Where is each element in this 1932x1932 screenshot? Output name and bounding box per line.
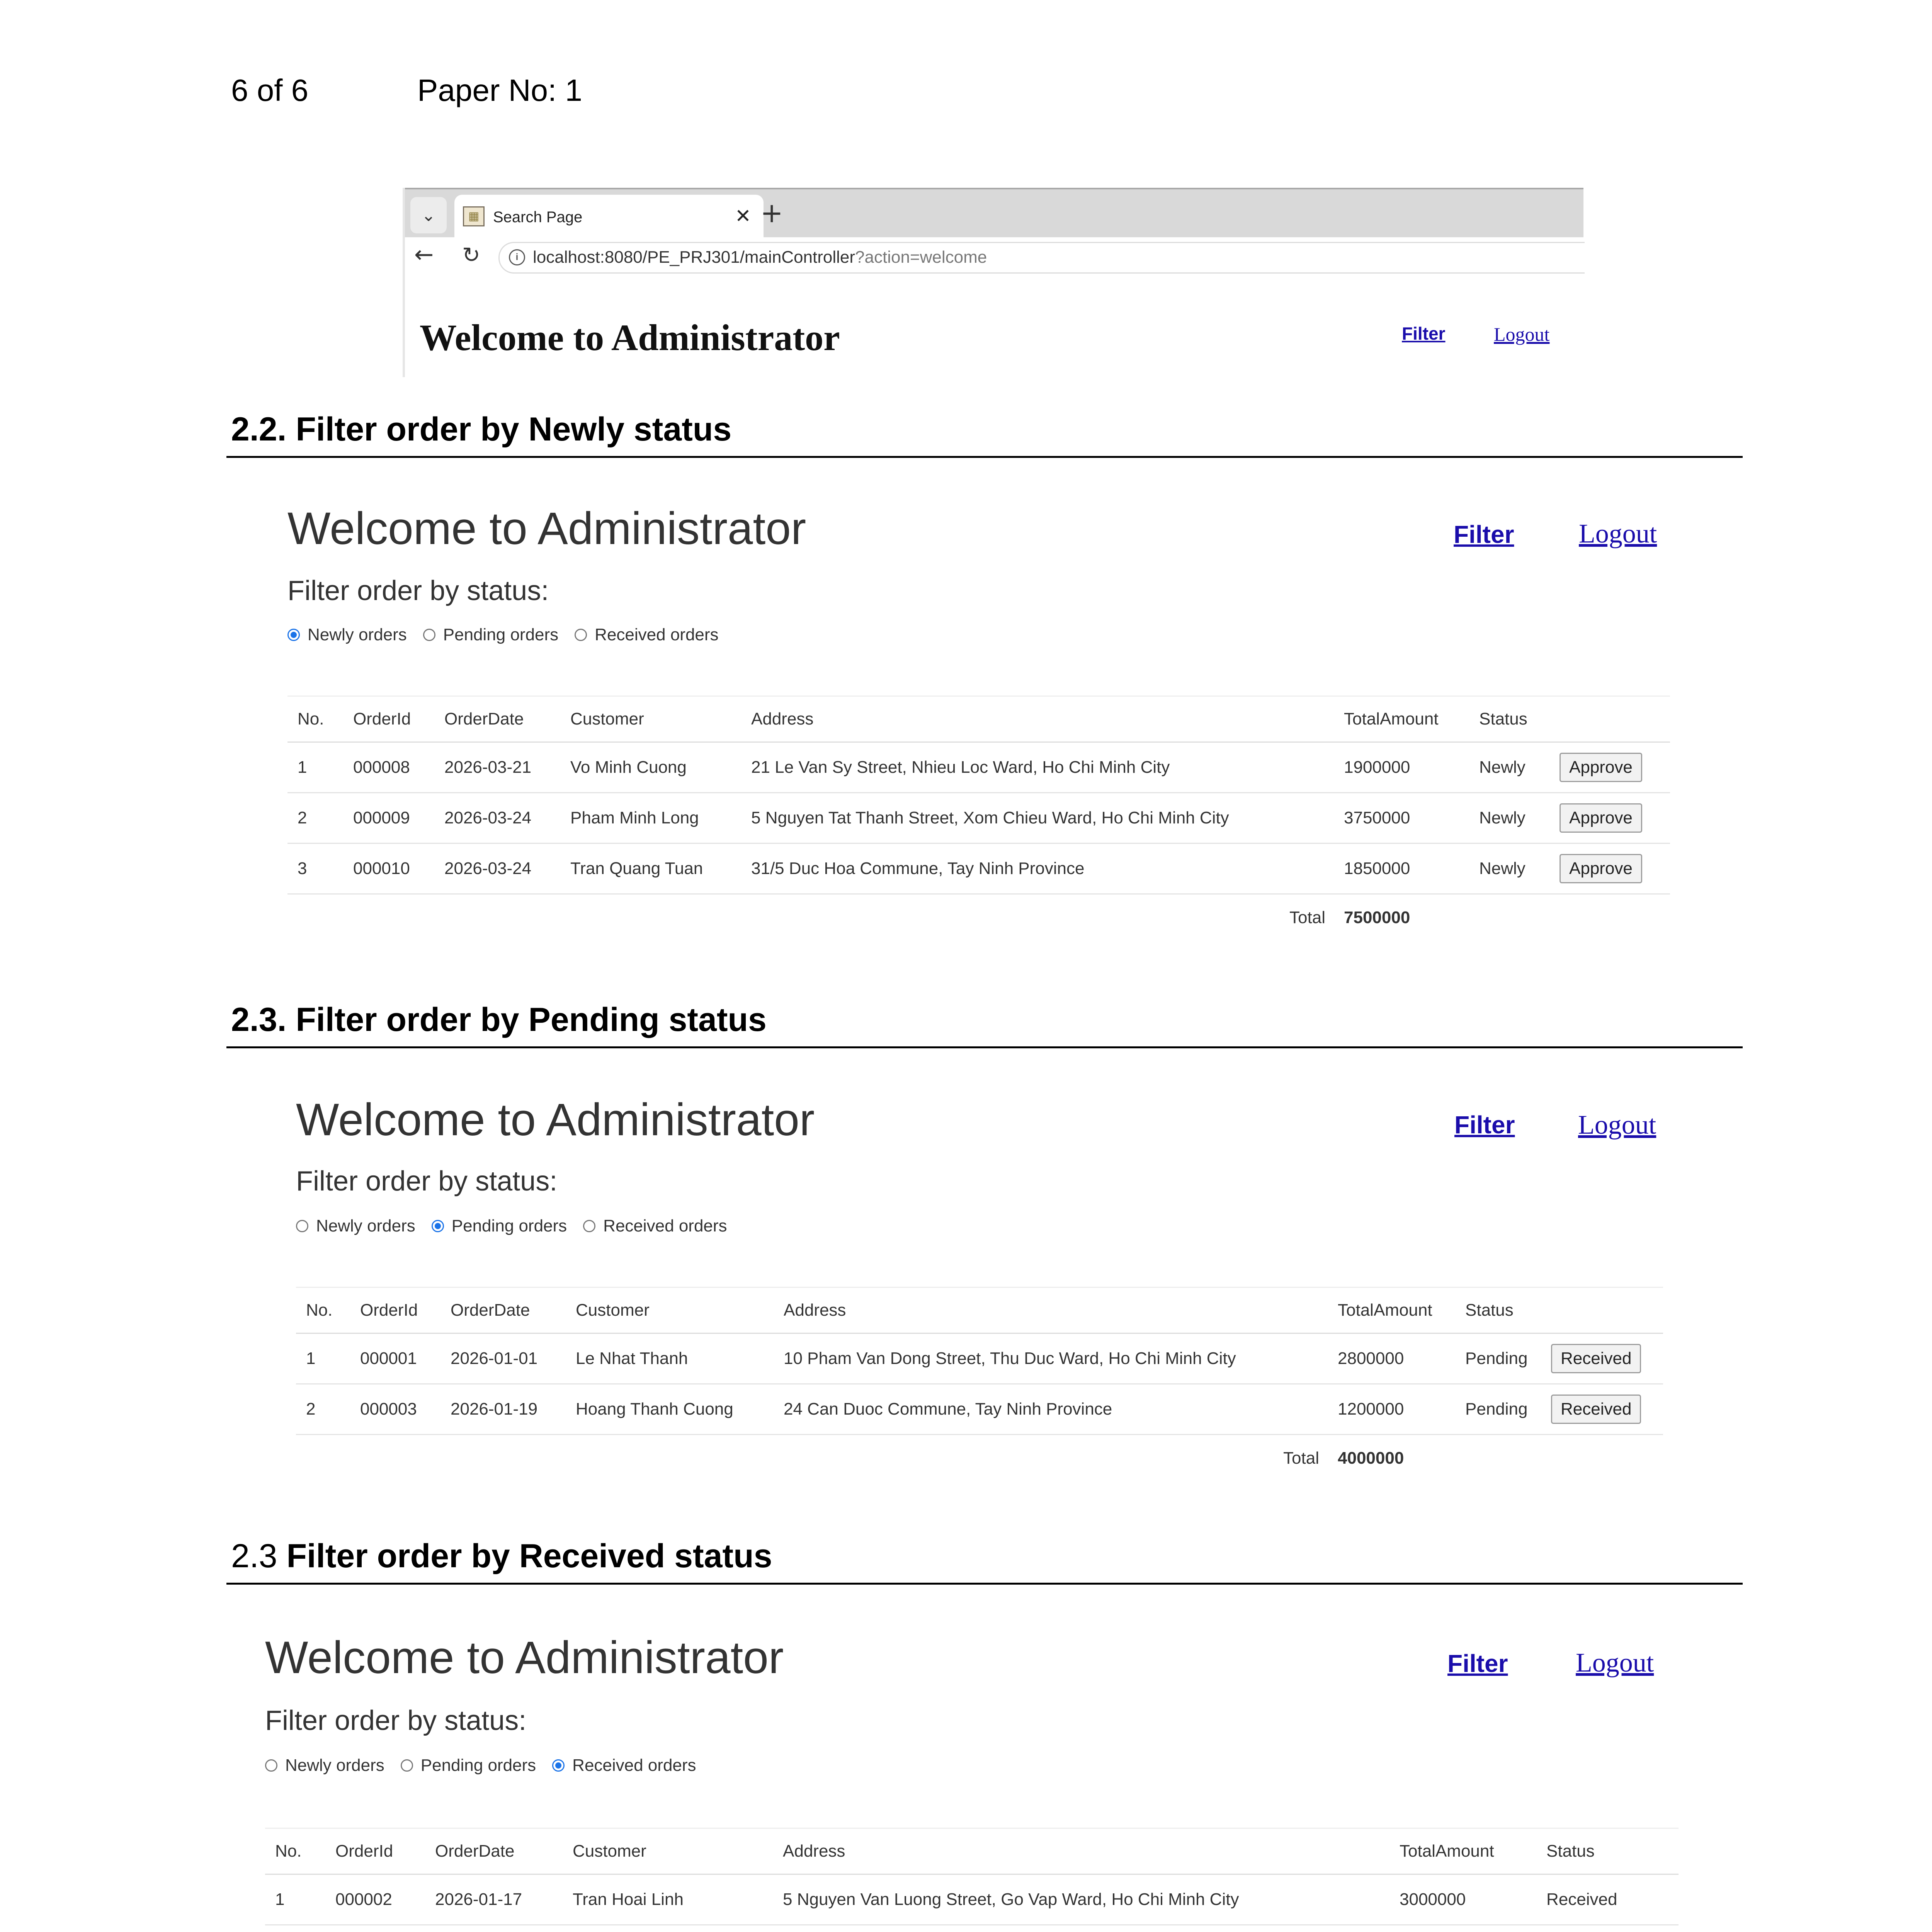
column-header: Status bbox=[1455, 1287, 1541, 1333]
approve-button[interactable]: Approve bbox=[1560, 753, 1642, 782]
received-button[interactable]: Received bbox=[1551, 1395, 1641, 1424]
radio-button-selected[interactable] bbox=[552, 1759, 565, 1772]
section-number: 2.3. bbox=[231, 1001, 287, 1038]
browser-logout-link[interactable]: Logout bbox=[1494, 323, 1550, 345]
column-header: OrderId bbox=[325, 1828, 425, 1874]
page-title: Welcome to Administrator bbox=[296, 1094, 815, 1145]
orders-table-newly bbox=[287, 696, 1670, 941]
table-row bbox=[265, 1874, 1679, 1925]
url-host: localhost:8080/PE_PRJ301/mainController bbox=[533, 248, 855, 267]
radio-button[interactable] bbox=[583, 1220, 595, 1232]
cell-customer: Hoang Thanh Cuong bbox=[566, 1384, 774, 1435]
info-icon[interactable]: i bbox=[509, 249, 525, 265]
column-header: OrderId bbox=[343, 696, 434, 742]
cell-total-amount: 2800000 bbox=[1328, 1333, 1455, 1384]
column-header: OrderId bbox=[350, 1287, 440, 1333]
cell-order-id: 000001 bbox=[350, 1333, 440, 1384]
cell-status: Pending bbox=[1455, 1384, 1541, 1435]
radio-button-selected[interactable] bbox=[432, 1220, 444, 1232]
table-row bbox=[287, 844, 1670, 894]
cell-empty bbox=[1469, 894, 1549, 941]
radio-pending[interactable] bbox=[432, 1216, 567, 1236]
status-radio-group bbox=[296, 1216, 743, 1236]
radio-label: Newly orders bbox=[308, 625, 407, 644]
section-title: Filter order by Pending status bbox=[296, 1001, 767, 1038]
cell-order-date bbox=[425, 1925, 563, 1932]
radio-newly[interactable] bbox=[296, 1216, 415, 1236]
page-number: 6 of 6 bbox=[231, 73, 309, 107]
status-radio-group bbox=[265, 1756, 713, 1775]
radio-pending[interactable] bbox=[401, 1756, 536, 1775]
page-title: Welcome to Administrator bbox=[287, 503, 806, 554]
close-icon[interactable]: ✕ bbox=[735, 205, 751, 227]
filter-heading: Filter order by status: bbox=[287, 575, 549, 606]
cell-address: 24 Can Duoc Commune, Tay Ninh Province bbox=[774, 1384, 1328, 1435]
radio-label: Received orders bbox=[603, 1216, 727, 1235]
address-bar[interactable] bbox=[498, 242, 1585, 274]
cell-no: 3 bbox=[287, 844, 343, 894]
page-title: Welcome to Administrator bbox=[265, 1632, 784, 1683]
cell-address: 31/5 Duc Hoa Commune, Tay Ninh Province bbox=[741, 844, 1334, 894]
radio-label: Received orders bbox=[572, 1756, 696, 1775]
column-header-action bbox=[1549, 696, 1670, 742]
url-query: ?action=welcome bbox=[855, 248, 987, 267]
column-header: No. bbox=[265, 1828, 325, 1874]
radio-newly[interactable] bbox=[265, 1756, 384, 1775]
cell-status: Newly bbox=[1469, 793, 1549, 844]
cell-status bbox=[1536, 1925, 1679, 1932]
navigation-bar bbox=[405, 237, 1583, 277]
column-header: No. bbox=[296, 1287, 350, 1333]
cell-order-id: 000003 bbox=[350, 1384, 440, 1435]
orders-table-pending bbox=[296, 1287, 1663, 1481]
filter-heading: Filter order by status: bbox=[296, 1166, 558, 1197]
filter-link[interactable]: Filter bbox=[1447, 1650, 1508, 1677]
cell-customer bbox=[563, 1925, 773, 1932]
total-label: Total bbox=[1283, 1449, 1319, 1468]
column-header: Address bbox=[741, 696, 1334, 742]
column-header: Address bbox=[774, 1287, 1328, 1333]
cell-order-id: 000008 bbox=[343, 742, 434, 793]
cell-total-amount: 1850000 bbox=[1334, 844, 1469, 894]
section-title: Filter order by Received status bbox=[286, 1537, 772, 1575]
filter-link[interactable]: Filter bbox=[1454, 1111, 1515, 1139]
cell-status: Newly bbox=[1469, 844, 1549, 894]
cell-address: 5 Nguyen Tat Thanh Street, Xom Chieu Ward, Ho Chi Minh City bbox=[741, 793, 1334, 844]
cell-action bbox=[1549, 793, 1670, 844]
cell-action bbox=[1541, 1384, 1663, 1435]
column-header: TotalAmount bbox=[1389, 1828, 1536, 1874]
total-row bbox=[296, 1435, 1663, 1482]
status-radio-group bbox=[287, 625, 735, 645]
radio-label: Pending orders bbox=[451, 1216, 567, 1235]
logout-link[interactable]: Logout bbox=[1578, 1110, 1656, 1140]
column-header: Customer bbox=[563, 1828, 773, 1874]
section-rule bbox=[226, 1046, 1743, 1048]
table-row bbox=[287, 793, 1670, 844]
table-header-row bbox=[287, 696, 1670, 742]
reload-icon[interactable]: ↻ bbox=[462, 243, 480, 268]
column-header: TotalAmount bbox=[1334, 696, 1469, 742]
radio-button[interactable] bbox=[575, 629, 587, 641]
radio-label: Newly orders bbox=[285, 1756, 384, 1775]
radio-button[interactable] bbox=[296, 1220, 308, 1232]
column-header: OrderDate bbox=[440, 1287, 566, 1333]
radio-newly[interactable] bbox=[287, 625, 407, 645]
cell-action bbox=[1549, 844, 1670, 894]
cell-no: 1 bbox=[265, 1874, 325, 1925]
radio-label: Received orders bbox=[595, 625, 719, 644]
column-header: TotalAmount bbox=[1328, 1287, 1455, 1333]
approve-button[interactable]: Approve bbox=[1560, 854, 1642, 883]
cell-no: 1 bbox=[287, 742, 343, 793]
table-row bbox=[296, 1384, 1663, 1435]
cell-total-amount: 1900000 bbox=[1334, 742, 1469, 793]
logout-link[interactable]: Logout bbox=[1576, 1648, 1654, 1678]
cell-order-date: 2026-01-19 bbox=[440, 1384, 566, 1435]
radio-button[interactable] bbox=[265, 1759, 277, 1772]
cell-order-date: 2026-01-01 bbox=[440, 1333, 566, 1384]
total-value: 4000000 bbox=[1338, 1449, 1404, 1468]
cell-customer: Le Nhat Thanh bbox=[566, 1333, 774, 1384]
cell-status: Pending bbox=[1455, 1333, 1541, 1384]
cell-status: Newly bbox=[1469, 742, 1549, 793]
approve-button[interactable]: Approve bbox=[1560, 803, 1642, 833]
column-header: No. bbox=[287, 696, 343, 742]
radio-button[interactable] bbox=[423, 629, 435, 641]
column-header: Address bbox=[773, 1828, 1389, 1874]
tab-search-dropdown-icon[interactable]: ⌄ bbox=[410, 197, 447, 233]
radio-received[interactable] bbox=[552, 1756, 696, 1775]
browser-window bbox=[403, 188, 1583, 377]
section-number: 2.2. bbox=[231, 411, 287, 448]
page-favicon-icon: ▦ bbox=[463, 206, 485, 226]
section-number: 2.3 bbox=[231, 1537, 277, 1575]
total-label: Total bbox=[1289, 908, 1325, 927]
table-row bbox=[265, 1925, 1679, 1932]
cell-order-id bbox=[325, 1925, 425, 1932]
cell-order-id: 000002 bbox=[325, 1874, 425, 1925]
cell-total-amount: 3750000 bbox=[1334, 793, 1469, 844]
orders-table-received bbox=[265, 1828, 1679, 1932]
url-text bbox=[533, 248, 987, 267]
cell-customer: Vo Minh Cuong bbox=[560, 742, 741, 793]
radio-pending[interactable] bbox=[423, 625, 558, 645]
filter-link[interactable]: Filter bbox=[1454, 520, 1514, 548]
section-rule bbox=[226, 456, 1743, 458]
cell-order-id: 000010 bbox=[343, 844, 434, 894]
cell-address: 21 Le Van Sy Street, Nhieu Loc Ward, Ho Chi Minh City bbox=[741, 742, 1334, 793]
radio-label: Pending orders bbox=[443, 625, 559, 644]
cell-total-amount: 3000000 bbox=[1389, 1874, 1536, 1925]
total-value: 7500000 bbox=[1344, 908, 1410, 927]
cell-customer: Tran Quang Tuan bbox=[560, 844, 741, 894]
back-arrow-icon[interactable]: ← bbox=[414, 241, 434, 268]
section-heading-pending bbox=[231, 1001, 767, 1039]
column-header: OrderDate bbox=[425, 1828, 563, 1874]
cell-order-date: 2026-01-17 bbox=[425, 1874, 563, 1925]
browser-page-heading: Welcome to Administrator bbox=[420, 317, 840, 358]
total-row bbox=[287, 894, 1670, 941]
cell-customer: Tran Hoai Linh bbox=[563, 1874, 773, 1925]
column-header: OrderDate bbox=[434, 696, 560, 742]
cell-no: 2 bbox=[287, 793, 343, 844]
radio-button[interactable] bbox=[401, 1759, 413, 1772]
tab-strip bbox=[405, 188, 1583, 239]
column-header: Customer bbox=[566, 1287, 774, 1333]
filter-heading: Filter order by status: bbox=[265, 1705, 527, 1736]
new-tab-icon[interactable]: + bbox=[760, 197, 783, 229]
cell-action bbox=[1541, 1333, 1663, 1384]
cell-no: 2 bbox=[296, 1384, 350, 1435]
radio-label: Newly orders bbox=[316, 1216, 415, 1235]
paper-number: Paper No: 1 bbox=[417, 73, 582, 107]
cell-address: 10 Pham Van Dong Street, Thu Duc Ward, Ho Chi Minh City bbox=[774, 1333, 1328, 1384]
cell-total-amount bbox=[1389, 1925, 1536, 1932]
section-heading-received bbox=[231, 1537, 772, 1575]
cell-order-date: 2026-03-24 bbox=[434, 844, 560, 894]
cell-empty bbox=[1455, 1435, 1541, 1482]
cell-action bbox=[1549, 742, 1670, 793]
radio-button-selected[interactable] bbox=[287, 629, 300, 641]
tab-title: Search Page bbox=[493, 209, 583, 226]
radio-received[interactable] bbox=[583, 1216, 727, 1236]
cell-status: Received bbox=[1536, 1874, 1679, 1925]
received-button[interactable]: Received bbox=[1551, 1344, 1641, 1373]
column-header-action bbox=[1541, 1287, 1663, 1333]
section-heading-newly bbox=[231, 410, 731, 449]
cell-no: 1 bbox=[296, 1333, 350, 1384]
browser-tab[interactable] bbox=[454, 195, 764, 239]
table-header-row bbox=[265, 1828, 1679, 1874]
cell-empty bbox=[1541, 1435, 1663, 1482]
logout-link[interactable]: Logout bbox=[1579, 519, 1657, 549]
cell-no bbox=[265, 1925, 325, 1932]
radio-received[interactable] bbox=[575, 625, 718, 645]
section-rule bbox=[226, 1583, 1743, 1585]
cell-address bbox=[773, 1925, 1389, 1932]
cell-customer: Pham Minh Long bbox=[560, 793, 741, 844]
cell-order-date: 2026-03-24 bbox=[434, 793, 560, 844]
column-header: Customer bbox=[560, 696, 741, 742]
cell-order-id: 000009 bbox=[343, 793, 434, 844]
browser-filter-link[interactable]: Filter bbox=[1402, 323, 1446, 344]
table-header-row bbox=[296, 1287, 1663, 1333]
cell-total-amount: 1200000 bbox=[1328, 1384, 1455, 1435]
table-row bbox=[296, 1333, 1663, 1384]
column-header: Status bbox=[1469, 696, 1549, 742]
cell-empty bbox=[1549, 894, 1670, 941]
cell-address: 5 Nguyen Van Luong Street, Go Vap Ward, Ho Chi Minh City bbox=[773, 1874, 1389, 1925]
cell-order-date: 2026-03-21 bbox=[434, 742, 560, 793]
section-title: Filter order by Newly status bbox=[296, 411, 732, 448]
column-header: Status bbox=[1536, 1828, 1679, 1874]
table-row bbox=[287, 742, 1670, 793]
radio-label: Pending orders bbox=[420, 1756, 536, 1775]
